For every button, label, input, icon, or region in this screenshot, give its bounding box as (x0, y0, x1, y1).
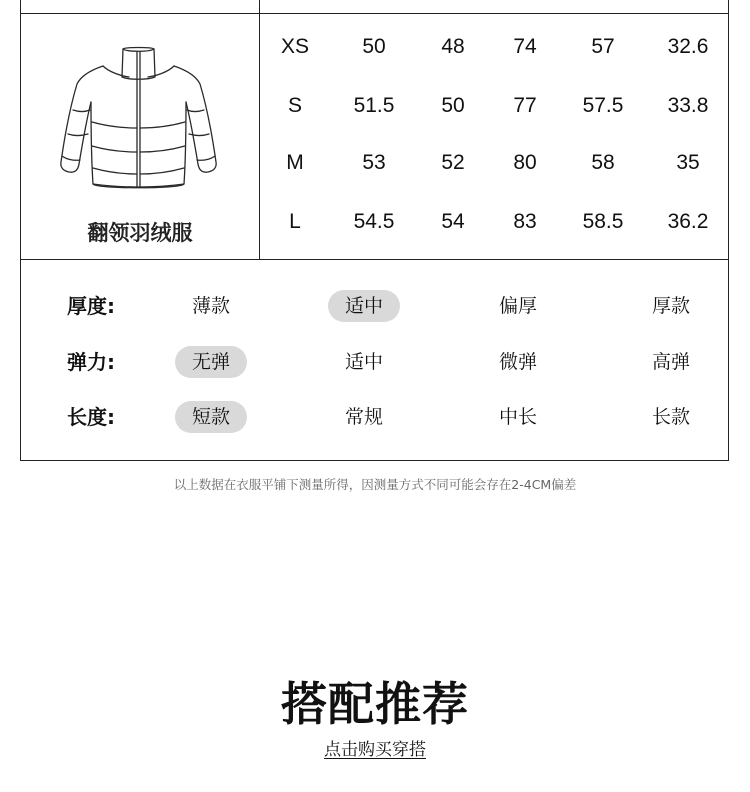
attribute-label: 厚度: (67, 294, 115, 318)
buy-outfit-link[interactable]: 点击购买穿搭 (324, 740, 426, 760)
size-value: 50 (441, 94, 465, 117)
attribute-option: 高弹 (651, 351, 691, 373)
size-label: L (289, 210, 301, 233)
attribute-option: 长款 (651, 406, 691, 428)
size-row (260, 143, 728, 183)
size-value: 77 (513, 94, 537, 117)
attribute-label: 长度: (67, 405, 115, 429)
size-value: 54 (441, 210, 465, 233)
attribute-option: 微弹 (498, 351, 538, 373)
size-label: S (287, 94, 303, 117)
size-value: 80 (513, 151, 537, 174)
attribute-option: 无弹 (175, 346, 247, 378)
attribute-option: 偏厚 (498, 295, 538, 317)
attribute-label: 弹力: (67, 350, 115, 374)
attribute-option: 厚款 (651, 295, 691, 317)
puffer-jacket-icon (51, 44, 226, 194)
size-value: 57 (591, 35, 615, 58)
size-row (260, 86, 728, 126)
garment-cell (21, 14, 259, 260)
size-row (260, 202, 728, 242)
size-value: 36.2 (667, 210, 709, 233)
recommendation-title: 搭配推荐 (281, 677, 469, 731)
size-value: 54.5 (353, 210, 395, 233)
size-chart-table (20, 0, 729, 260)
size-value: 32.6 (667, 35, 709, 58)
size-value: 58.5 (582, 210, 624, 233)
size-value: 58 (591, 151, 615, 174)
size-value: 51.5 (353, 94, 395, 117)
size-value: 50 (362, 35, 386, 58)
size-label: XS (280, 35, 310, 58)
size-value: 33.8 (667, 94, 709, 117)
attribute-option: 适中 (328, 290, 400, 322)
table-header-band (21, 0, 728, 14)
attribute-option: 中长 (498, 406, 538, 428)
recommendation-link-row (0, 735, 750, 760)
fabric-attributes-panel (20, 260, 729, 461)
measurement-note: 以上数据在衣服平铺下测量所得，因测量方式不同可能会存在2-4CM偏差 (173, 477, 577, 492)
size-value: 83 (513, 210, 537, 233)
size-value: 53 (362, 151, 386, 174)
attribute-option: 短款 (175, 401, 247, 433)
size-value: 74 (513, 35, 537, 58)
size-value: 35 (676, 151, 700, 174)
attribute-row-thickness (21, 288, 728, 324)
size-row (260, 27, 728, 67)
attribute-row-elasticity (21, 344, 728, 380)
attribute-row-length (21, 399, 728, 435)
size-value: 48 (441, 35, 465, 58)
attribute-option: 常规 (344, 406, 384, 428)
size-label: M (286, 151, 304, 174)
size-rows (260, 14, 728, 260)
size-value: 52 (441, 151, 465, 174)
size-value: 57.5 (582, 94, 624, 117)
attribute-option: 适中 (344, 351, 384, 373)
attribute-option: 薄款 (191, 295, 231, 317)
garment-name: 翻领羽绒服 (87, 221, 193, 245)
